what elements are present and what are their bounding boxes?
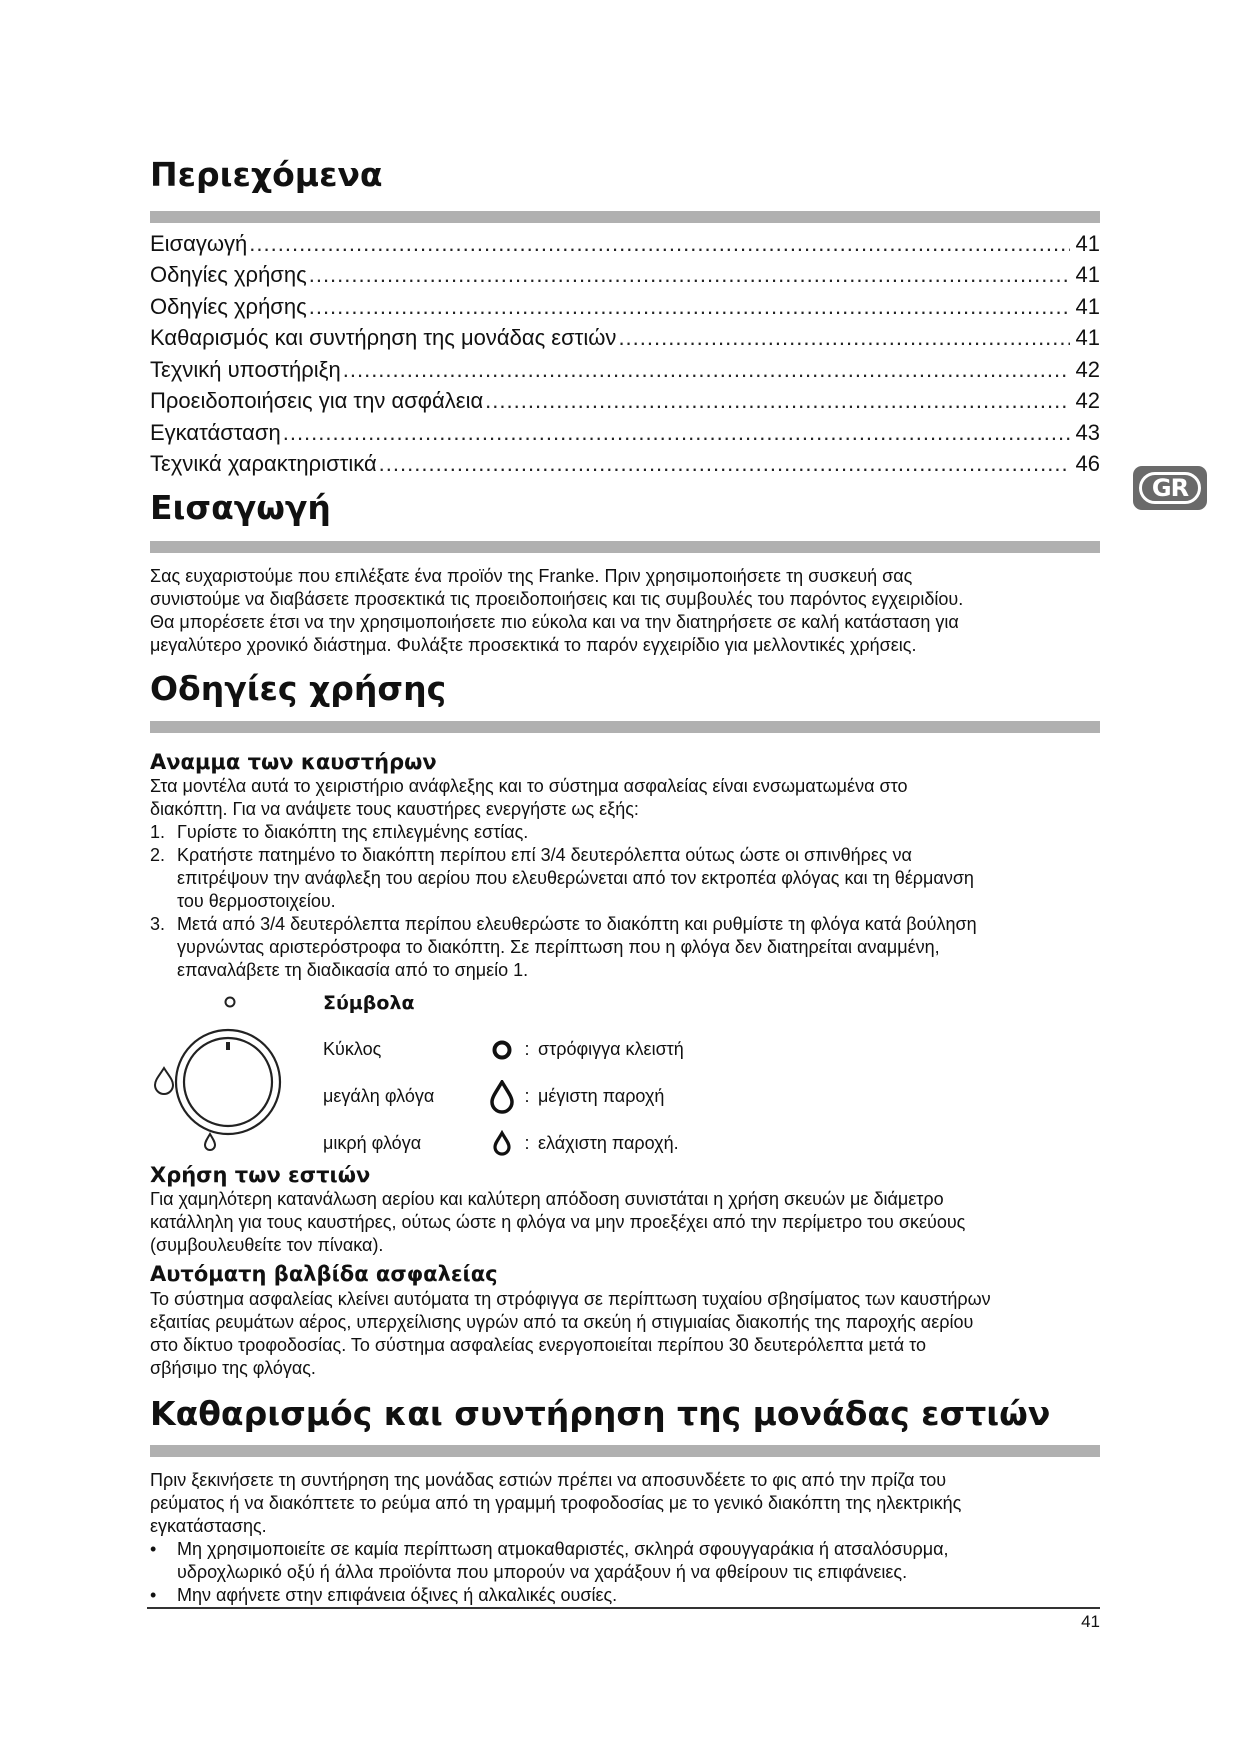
toc-entry[interactable]: Εισαγωγή ..... 41 [150,231,1100,263]
toc-entry[interactable]: Προειδοποιήσεις για την ασφάλεια ..... 42 [150,388,1100,420]
valve-title: Αυτόματη βαλβίδα ασφαλείας [150,1262,498,1287]
symbols-title: Σύμβολα [323,992,415,1015]
list-item: 2. Κρατήστε πατημένο το διακόπτη περίπου επί 3/4 δευτερόλεπτα ούτως ώστε οι σπινθήρες να επιτρέψουν την ανάφλεξη του αερίου που ελευθερώνεται από τον εκτροπέα φλόγας και τη θέρμανση του θερμοστοιχείου. [150,845,974,912]
toc-leader [309,262,1070,288]
list-item: 3. Μετά από 3/4 δευτερόλεπτα περίπου ελευθερώστε το διακόπτη και ρυθμίστε τη φλόγα κατά βούληση γυρνώντας αριστερόστροφα το διακόπτη. Σε περίπτωση που η φλόγα δεν διατηρείται αναμμένη, επαναλάβετε τη διαδικασία από το σημείο 1. [150,914,977,981]
cleaning-title: Καθαρισμός και συντήρηση της μονάδας εστιών [150,1393,1051,1433]
toc-entry[interactable]: Εγκατάσταση ..... 43 [150,420,1100,452]
toc-leader [249,231,1069,257]
hobs-paragraph: Για χαμηλότερη κατανάλωση αερίου και καλύτερη απόδοση συνιστάται η χρήση σκευών με διάμετρο κατάλληλη για τους καυστήρες, ούτως ώστε η φλόγα να μην προεξέχει από την περίμετρο του σκεύους (συμβουλευθείτε τον πίνακα). [150,1189,966,1256]
toc-entry[interactable]: Οδηγίες χρήσης ..... 41 [150,262,1100,294]
cleaning-bullets [150,1538,1100,1607]
ignition-steps [150,821,1100,982]
cleaning-paragraph: Πριν ξεκινήσετε τη συντήρηση της μονάδας εστιών πρέπει να αποσυνδέετε το φις από την πρίζα του ρεύματος ή να διακόπτετε το ρεύμα από τη γραμμή τροφοδοσίας με το γενικό διακόπτη της ηλεκτρικής εγκατάστασης. [150,1470,962,1537]
symbols-area [150,992,1100,1162]
page-content [150,150,1100,1607]
list-item: 1. Γυρίστε το διακόπτη της επιλεγμένης εστίας. [150,822,529,843]
toc-entry[interactable]: Τεχνικά χαρακτηριστικά ..... 46 [150,451,1100,483]
valve-paragraph: Το σύστημα ασφαλείας κλείνει αυτόματα τη στρόφιγγα σε περίπτωση τυχαίου σβησίματος των καυστήρων εξαιτίας ρευμάτων αέρος, υπερχείλισης υγρών από τα σκεύη ή στιγμιαίας διακοπής της παροχής αερίου στο δίκτυο τροφοδοσίας. Το σύστημα ασφαλείας ενεργοποιείται περίπου 30 δευτερόλεπτα μετά το σβήσιμο της φλόγας. [150,1288,991,1378]
toc-title: Περιεχόμενα [150,155,383,194]
knob-small-flame-icon [205,1134,215,1150]
toc-leader [618,325,1069,351]
footer-divider [147,1607,1100,1609]
circle-icon [488,1039,516,1061]
knob-diagram [150,992,300,1157]
language-badge [1133,466,1207,510]
section-divider [150,721,1100,733]
small-flame-icon [488,1130,516,1158]
large-flame-icon [488,1080,516,1114]
section-divider [150,211,1100,223]
symbol-row: μικρή φλόγα : ελάχιστη παροχή. [323,1120,684,1167]
list-item: • Μην αφήνετε στην επιφάνεια όξινες ή αλκαλικές ουσίες. [150,1585,618,1606]
toc-entry[interactable]: Οδηγίες χρήσης ..... 41 [150,294,1100,326]
knob-indicator [226,1042,230,1050]
table-of-contents [150,231,1100,483]
toc-leader [283,420,1070,446]
toc-entry[interactable]: Καθαρισμός και συντήρηση της μονάδας εστιών ..... 41 [150,325,1100,357]
toc-entry[interactable]: Τεχνική υποστήριξη ..... 42 [150,357,1100,389]
toc-leader [379,451,1070,477]
ignition-title: Αναμμα των καυστήρων [150,749,437,774]
list-item: • Μη χρησιμοποιείτε σε καμία περίπτωση ατμοκαθαριστές, σκληρά σφουγγαράκια ή ατσαλόσυρμα, υδροχλωρικό οξύ ή άλλα προϊόντα που μπορούν να χαράξουν ή να φθείρουν τις επιφάνειες. [150,1539,949,1583]
toc-leader [343,357,1070,383]
intro-paragraph: Σας ευχαριστούμε που επιλέξατε ένα προϊόν της Franke. Πριν χρησιμοποιήσετε τη συσκευή σας συνιστούμε να διαβάσετε προσεκτικά τις προειδοποιήσεις και τις συμβουλές του παρόντος εγχειριδίου. Θα μπορέσετε έτσι να την χρησιμοποιήσετε πιο εύκολα και να την διατηρήσετε σε καλή κατάσταση για μεγαλύτερο χρονικό διάστημα. Φυλάξτε προσεκτικά το παρόν εγχειρίδιο για μελλοντικές χρήσεις. [150,566,964,656]
section-divider [150,1445,1100,1457]
hobs-title: Χρήση των εστιών [150,1163,371,1188]
ignition-paragraph: Στα μοντέλα αυτά το χειριστήριο ανάφλεξης και το σύστημα ασφαλείας είναι ενσωματωμένα στο διακόπτη. Για να ανάψετε τους καυστήρες ενεργήστε ως εξής: [150,776,908,820]
intro-title: Εισαγωγή [150,487,331,527]
toc-leader [485,388,1069,414]
language-badge-label: GR [1139,472,1201,504]
page-number: 41 [1081,1612,1100,1631]
symbols-table [323,992,684,1167]
knob-off-marker-icon [226,998,235,1007]
toc-leader [309,294,1070,320]
symbol-row: μεγάλη φλόγα : μέγιστη παροχή [323,1073,684,1120]
usage-title: Οδηγίες χρήσης [150,669,447,709]
knob-large-flame-icon [155,1068,173,1094]
section-divider [150,541,1100,553]
symbol-row: Κύκλος : στρόφιγγα κλειστή [323,1039,684,1060]
